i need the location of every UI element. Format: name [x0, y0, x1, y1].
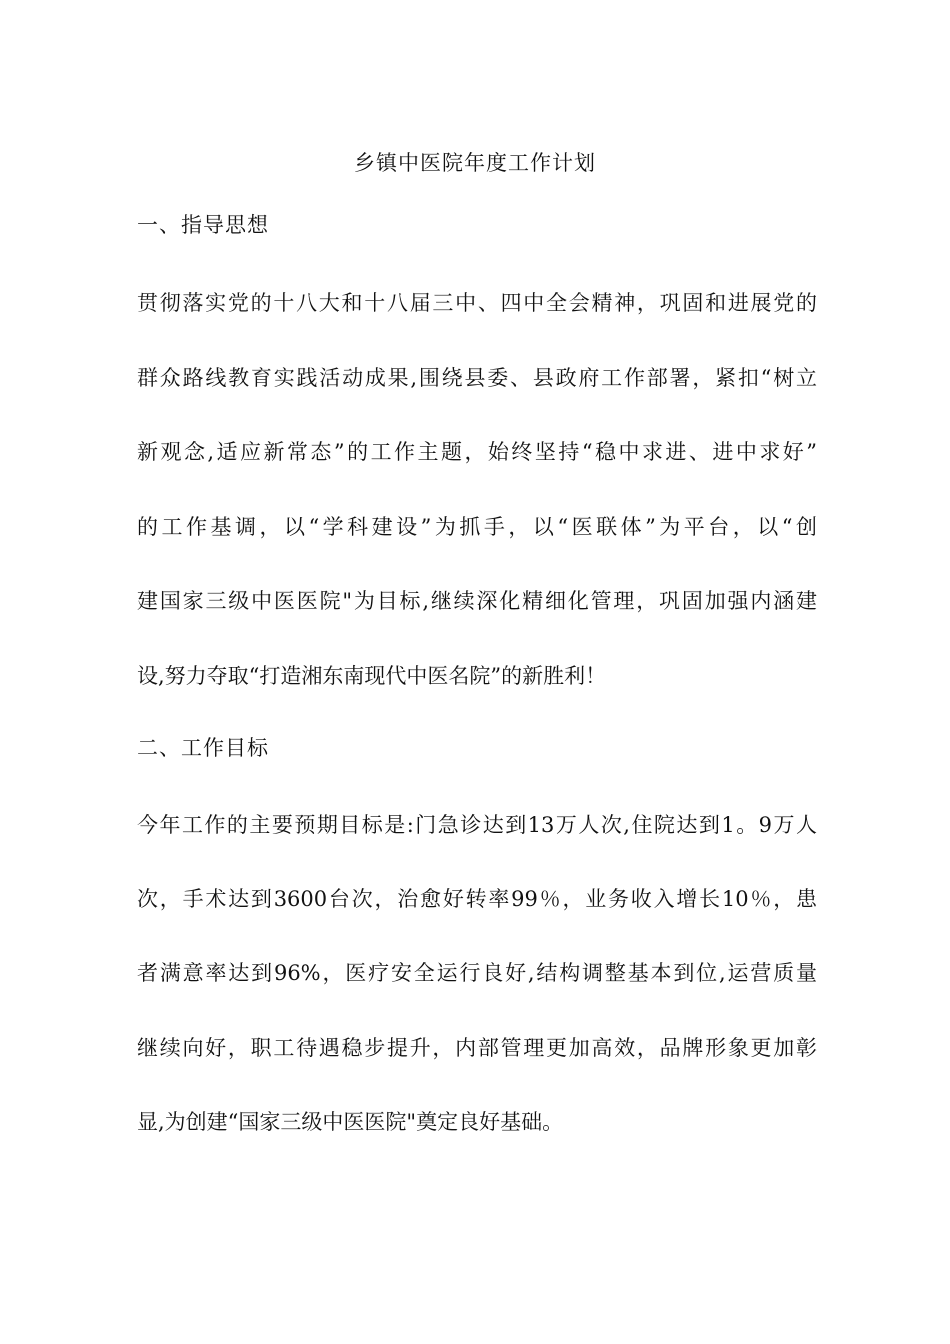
section-paragraph-guiding-ideology: [137, 288, 817, 736]
section-heading-guiding-ideology: 一、指导思想: [137, 213, 269, 237]
paragraph-line: 贯彻落实党的十八大和十八届三中、四中全会精神，巩固和进展党的: [137, 291, 817, 315]
document-title: 乡镇中医院年度工作计划: [354, 151, 596, 175]
paragraph-line: 今年工作的主要预期目标是:门急诊达到13万人次,住院达到1。9万人: [137, 813, 817, 837]
paragraph-line: 次，手术达到3600台次，治愈好转率99％，业务收入增长10％，患: [137, 887, 817, 912]
section-paragraph-work-goals: [137, 810, 817, 1181]
paragraph-line: 设,努力夺取“打造湘东南现代中医名院”的新胜利！: [137, 663, 607, 688]
paragraph-line: 群众路线教育实践活动成果,围绕县委、县政府工作部署，紧扣“树立: [137, 365, 817, 390]
paragraph-line: 显,为创建“国家三级中医医院"奠定良好基础。: [137, 1109, 564, 1134]
paragraph-line: 建国家三级中医医院"为目标,继续深化精细化管理，巩固加强内涵建: [137, 589, 817, 614]
paragraph-line: 的工作基调，以“学科建设”为抓手，以“医联体”为平台，以“创: [137, 514, 817, 539]
paragraph-line: 新观念,适应新常态”的工作主题，始终坚持“稳中求进、进中求好”: [137, 440, 817, 465]
paragraph-line: 继续向好，职工待遇稳步提升，内部管理更加高效，品牌形象更加彰: [137, 1035, 817, 1060]
section-heading-work-goals: 二、工作目标: [137, 736, 269, 760]
paragraph-line: 者满意率达到96%，医疗安全运行良好,结构调整基本到位,运营质量: [137, 961, 817, 986]
